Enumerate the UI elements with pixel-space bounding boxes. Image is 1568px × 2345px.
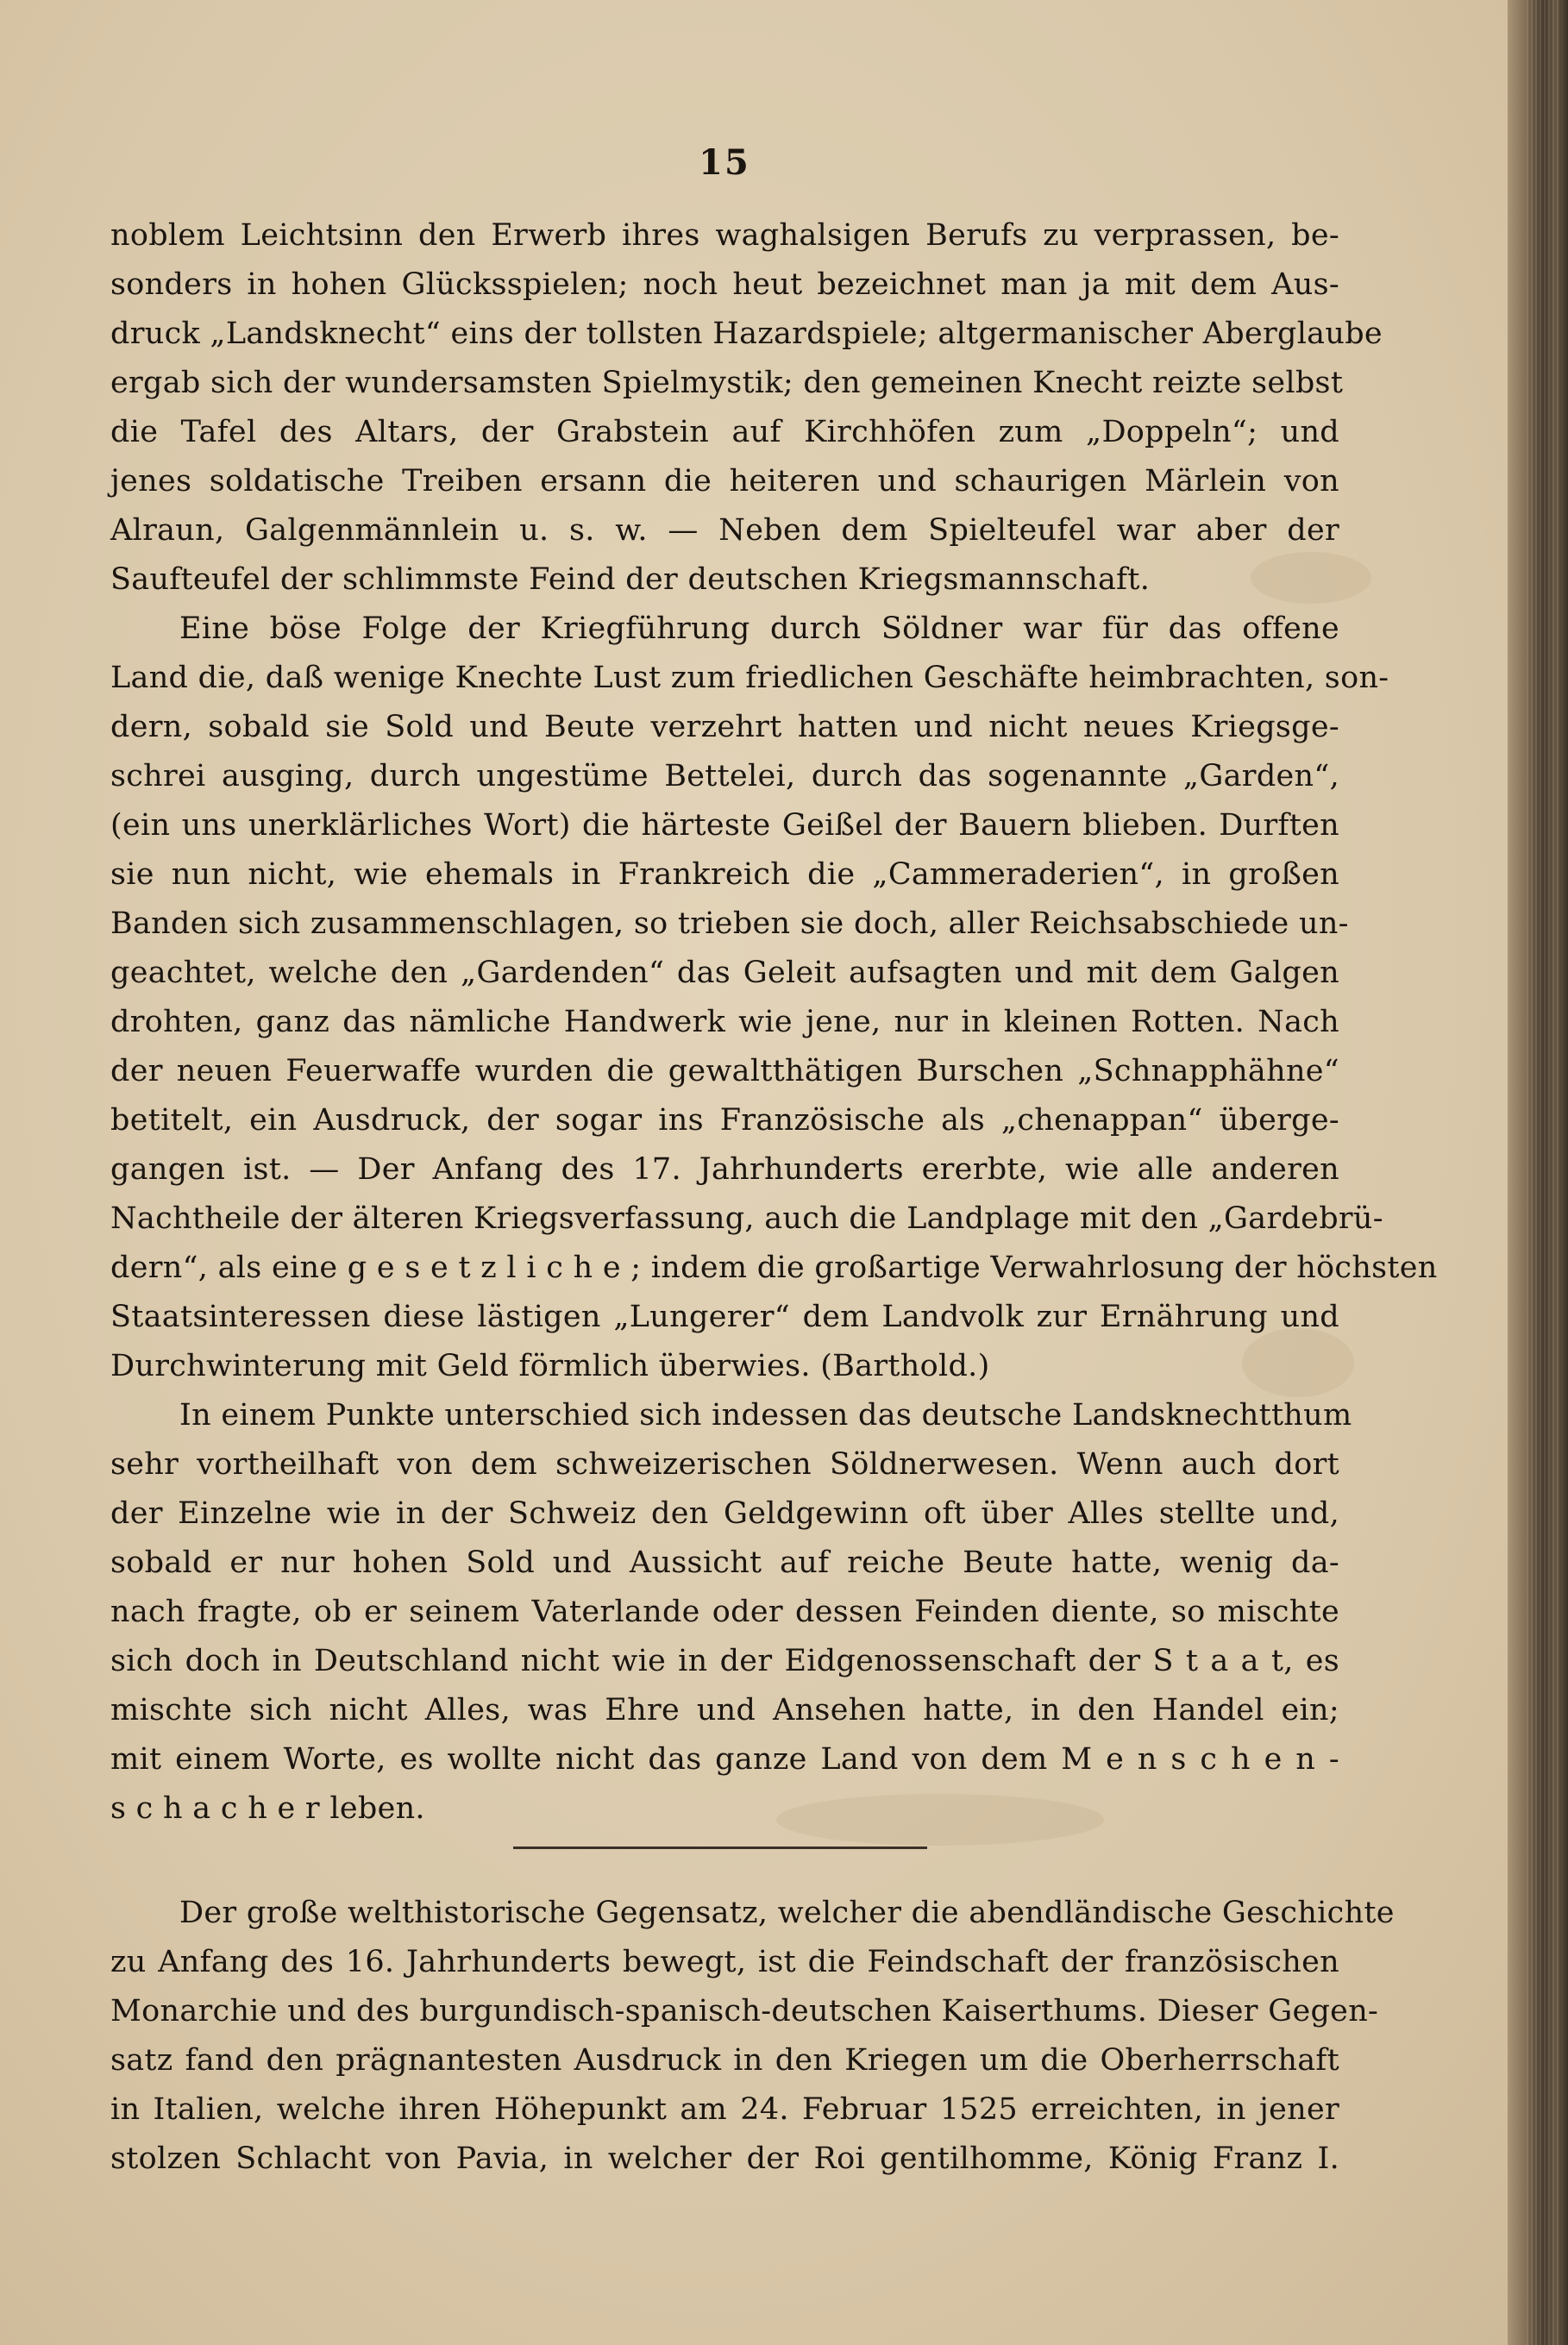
text-line: dern“, als eine g e s e t z l i c h e ; indem die großartige Verwahrlosung der höchsten xyxy=(110,1251,1438,1285)
text-line: In einem Punkte unterschied sich indessen das deutsche Landsknechtthum xyxy=(179,1398,1352,1433)
text-line: sie nun nicht, wie ehemals in Frankreich die „Cammeraderien“, in großen xyxy=(110,857,1339,892)
page-number: 15 xyxy=(699,142,750,183)
text-line: ergab sich der wundersamsten Spielmystik; den gemeinen Knecht reizte selbst xyxy=(110,366,1344,400)
text-line: betitelt, ein Ausdruck, der sogar ins Französische als „chenappan“ überge- xyxy=(110,1103,1339,1138)
text-line: sich doch in Deutschland nicht wie in der Eidgenossenschaft der S t a a t, es xyxy=(110,1644,1339,1678)
text-line: die Tafel des Altars, der Grabstein auf Kirchhöfen zum „Doppeln“; und xyxy=(110,415,1339,449)
text-line: satz fand den prägnantesten Ausdruck in den Kriegen um die Oberherrschaft xyxy=(110,2043,1339,2078)
text-line: dern, sobald sie Sold und Beute verzehrt hatten und nicht neues Kriegsge- xyxy=(110,710,1339,744)
text-line: zu Anfang des 16. Jahrhunderts bewegt, ist die Feindschaft der französischen xyxy=(110,1945,1339,1979)
text-line: (ein uns unerklärliches Wort) die härteste Geißel der Bauern blieben. Durften xyxy=(110,808,1339,843)
text-line: der neuen Feuerwaffe wurden die gewaltthätigen Burschen „Schnapphähne“ xyxy=(110,1054,1339,1088)
text-line: geachtet, welche den „Gardenden“ das Geleit aufsagten und mit dem Galgen xyxy=(110,956,1339,990)
text-line: stolzen Schlacht von Pavia, in welcher der Roi gentilhomme, König Franz I. xyxy=(110,2141,1339,2176)
section-two-text xyxy=(110,1889,1395,2184)
text-line: drohten, ganz das nämliche Handwerk wie jene, nur in kleinen Rotten. Nach xyxy=(110,1005,1339,1039)
text-line: druck „Landsknecht“ eins der tollsten Hazardspiele; altgermanischer Aberglaube xyxy=(110,317,1383,351)
text-line: Durchwinterung mit Geld förmlich überwies. (Barthold.) xyxy=(110,1349,990,1383)
section-separator-rule xyxy=(513,1847,927,1849)
page-edge-stack xyxy=(1527,0,1561,2345)
text-line: Nachtheile der älteren Kriegsverfassung, auch die Landplage mit den „Gardebrü- xyxy=(110,1201,1383,1236)
text-line: s c h a c h e r leben. xyxy=(110,1791,425,1826)
text-line: gangen ist. — Der Anfang des 17. Jahrhunderts ererbte, wie alle anderen xyxy=(110,1152,1339,1187)
text-line: jenes soldatische Treiben ersann die heiteren und schaurigen Märlein von xyxy=(110,464,1339,498)
body-text xyxy=(110,211,1438,1834)
text-line: mit einem Worte, es wollte nicht das ganze Land von dem M e n s c h e n - xyxy=(110,1742,1339,1777)
text-line: sobald er nur hohen Sold und Aussicht auf reiche Beute hatte, wenig da- xyxy=(110,1546,1339,1580)
text-line: Staatsinteressen diese lästigen „Lungerer“ dem Landvolk zur Ernährung und xyxy=(110,1300,1339,1334)
text-line: Eine böse Folge der Kriegführung durch Söldner war für das offene xyxy=(179,611,1339,646)
text-line: sehr vortheilhaft von dem schweizerischen Söldnerwesen. Wenn auch dort xyxy=(110,1447,1339,1482)
text-line: Alraun, Galgenmännlein u. s. w. — Neben dem Spielteufel war aber der xyxy=(110,513,1339,548)
text-line: Saufteufel der schlimmste Feind der deutschen Kriegsmannschaft. xyxy=(110,562,1151,597)
text-line: Banden sich zusammenschlagen, so trieben sie doch, aller Reichsabschiede un- xyxy=(110,906,1349,941)
text-line: Monarchie und des burgundisch-spanisch-deutschen Kaiserthums. Dieser Gegen- xyxy=(110,1994,1379,2028)
text-line: nach fragte, ob er seinem Vaterlande oder dessen Feinden diente, so mischte xyxy=(110,1595,1339,1629)
text-line: Der große welthistorische Gegensatz, welcher die abendländische Geschichte xyxy=(179,1896,1395,1930)
text-line: noblem Leichtsinn den Erwerb ihres waghalsigen Berufs zu verprassen, be- xyxy=(110,218,1339,253)
text-line: sonders in hohen Glücksspielen; noch heut bezeichnet man ja mit dem Aus- xyxy=(110,267,1339,302)
text-line: der Einzelne wie in der Schweiz den Geldgewinn oft über Alles stellte und, xyxy=(110,1496,1339,1531)
text-line: mischte sich nicht Alles, was Ehre und Ansehen hatte, in den Handel ein; xyxy=(110,1693,1339,1727)
text-line: Land die, daß wenige Knechte Lust zum friedlichen Geschäfte heimbrachten, son- xyxy=(110,661,1389,695)
text-line: schrei ausging, durch ungestüme Bettelei, durch das sogenannte „Garden“, xyxy=(110,759,1339,793)
text-line: in Italien, welche ihren Höhepunkt am 24. Februar 1525 erreichten, in jener xyxy=(110,2092,1339,2127)
